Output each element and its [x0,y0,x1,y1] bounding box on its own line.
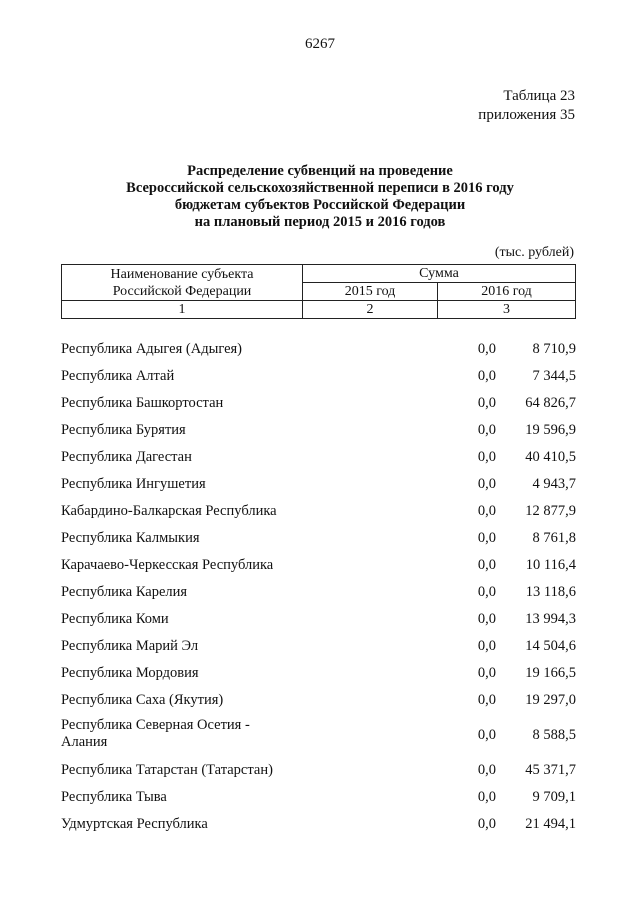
value-2015: 0,0 [477,789,496,805]
value-2016: 19 596,9 [525,422,576,438]
value-2015: 0,0 [477,557,496,573]
table-row [61,579,576,606]
table-row [61,784,576,811]
table-ref-line2: приложения 35 [478,107,575,123]
value-2015: 0,0 [477,638,496,654]
region-name: Республика Дагестан [61,449,192,465]
value-2016: 13 118,6 [525,584,576,600]
value-2016: 64 826,7 [525,395,576,411]
header-year-2015: 2015 год [303,283,438,301]
header-sum: Сумма [303,265,576,283]
value-2016: 12 877,9 [525,503,576,519]
value-2015: 0,0 [477,341,496,357]
value-2015: 0,0 [477,395,496,411]
title-line2: Всероссийской сельскохозяйственной переписи в 2016 году [126,180,514,196]
value-2016: 45 371,7 [525,762,576,778]
title-line1: Распределение субвенций на проведение [187,163,453,179]
value-2016: 7 344,5 [532,368,576,384]
value-2016: 19 297,0 [525,692,576,708]
table-row [61,417,576,444]
value-2016: 8 710,9 [532,341,576,357]
table-row [61,390,576,417]
table-row [61,811,576,838]
value-2015: 0,0 [477,422,496,438]
document-title [0,163,640,231]
header-col-num-1: 1 [62,301,303,319]
value-2016: 8 588,5 [532,727,576,743]
title-line3: бюджетам субъектов Российской Федерации [174,197,466,213]
region-name: Республика Мордовия [61,665,199,681]
region-name: Удмуртская Республика [61,816,208,832]
region-name: Республика Башкортостан [61,395,224,411]
value-2015: 0,0 [477,611,496,627]
units-label: (тыс. рублей) [494,245,574,260]
region-name: Республика Северная Осетия - Алания [61,717,250,750]
table-row [61,525,576,552]
header-subject-line2: Российской Федерации [112,283,252,299]
region-name: Республика Тыва [61,789,167,805]
value-2015: 0,0 [477,530,496,546]
value-2016: 40 410,5 [525,449,576,465]
header-col-num-2: 2 [303,301,438,319]
region-name: Республика Бурятия [61,422,186,438]
value-2015: 0,0 [477,476,496,492]
data-table [61,336,576,838]
table-reference [478,87,575,125]
table-row [61,714,576,757]
header-year-2016: 2016 год [438,283,576,301]
value-2016: 10 116,4 [525,557,576,573]
value-2015: 0,0 [477,503,496,519]
region-name: Республика Саха (Якутия) [61,692,224,708]
page-number: 6267 [305,36,335,52]
value-2016: 13 994,3 [525,611,576,627]
table-row [61,336,576,363]
table-row [61,606,576,633]
region-name: Республика Адыгея (Адыгея) [61,341,243,357]
table-row [61,633,576,660]
table-header [61,264,576,319]
value-2016: 4 943,7 [532,476,576,492]
value-2015: 0,0 [477,727,496,743]
region-name: Республика Марий Эл [61,638,199,654]
table-row [61,687,576,714]
value-2016: 9 709,1 [532,789,576,805]
region-name: Карачаево-Черкесская Республика [61,557,274,573]
value-2016: 8 761,8 [532,530,576,546]
value-2015: 0,0 [477,692,496,708]
table-row [61,498,576,525]
value-2016: 21 494,1 [525,816,576,832]
region-name: Республика Татарстан (Татарстан) [61,762,273,778]
table-row [61,363,576,390]
title-line4: на плановый период 2015 и 2016 годов [194,214,446,230]
header-subject-line1: Наименование субъекта [110,266,254,282]
region-name: Республика Коми [61,611,169,627]
value-2015: 0,0 [477,762,496,778]
table-row [61,552,576,579]
region-name: Республика Карелия [61,584,188,600]
table-row [61,444,576,471]
table-row [61,757,576,784]
region-name: Республика Калмыкия [61,530,200,546]
region-name: Кабардино-Балкарская Республика [61,503,277,519]
region-name: Республика Ингушетия [61,476,206,492]
value-2015: 0,0 [477,665,496,681]
header-subject [62,265,303,301]
region-name: Республика Алтай [61,368,175,384]
table-row [61,660,576,687]
value-2015: 0,0 [477,449,496,465]
value-2015: 0,0 [477,584,496,600]
value-2016: 19 166,5 [525,665,576,681]
value-2015: 0,0 [477,368,496,384]
table-ref-line1: Таблица 23 [503,88,575,104]
header-col-num-3: 3 [438,301,576,319]
value-2015: 0,0 [477,816,496,832]
value-2016: 14 504,6 [525,638,576,654]
table-row [61,471,576,498]
